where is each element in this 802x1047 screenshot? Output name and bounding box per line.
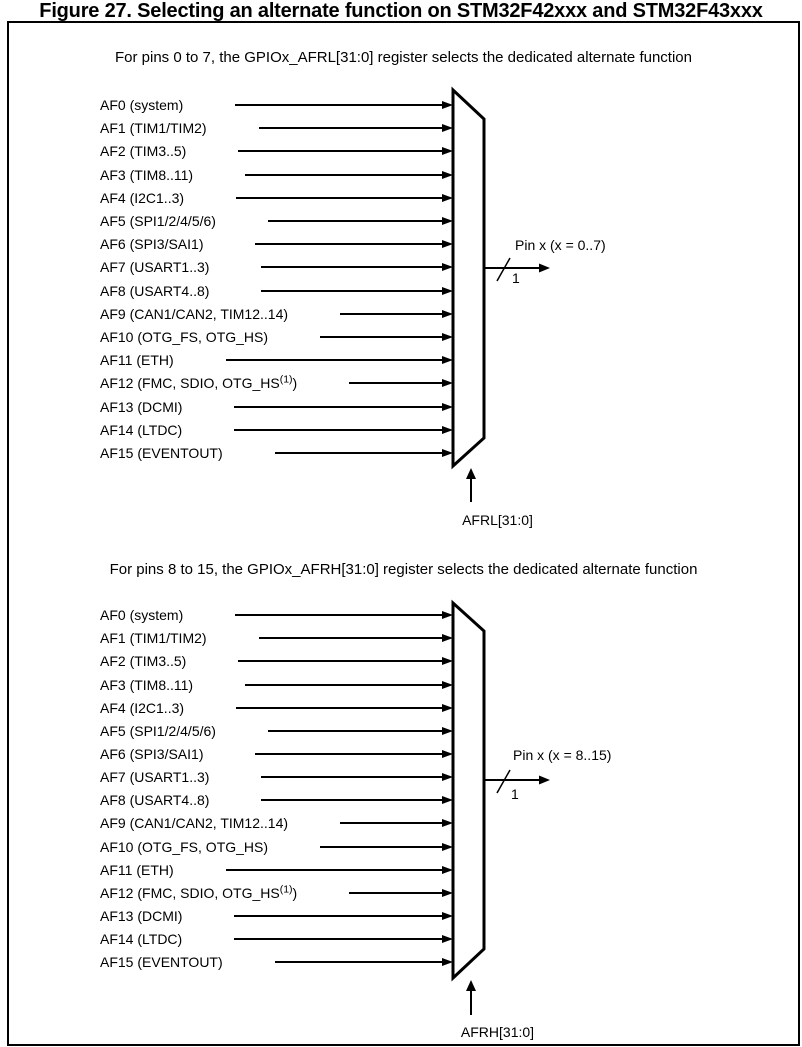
input-arrowhead-icon — [442, 819, 453, 827]
footnote-superscript: (1) — [279, 373, 293, 386]
input-label-text: AF8 (USART4..8) — [100, 792, 210, 809]
input-row-af1 — [100, 627, 453, 650]
footnote-superscript: (1) — [279, 883, 293, 896]
input-wire — [238, 660, 442, 662]
input-row-af3 — [100, 673, 453, 696]
input-label-text: AF2 (TIM3..5) — [100, 653, 187, 670]
input-label-text: AF6 (SPI3/SAI1) — [100, 236, 204, 253]
input-label-text: AF2 (TIM3..5) — [100, 143, 187, 160]
input-arrowhead-icon — [442, 634, 453, 642]
input-label-text: AF3 (TIM8..11) — [100, 676, 194, 693]
input-label-text: AF0 (system) — [100, 607, 184, 623]
input-wire — [255, 753, 442, 755]
input-label-text: AF1 (TIM1/TIM2) — [100, 630, 207, 647]
input-label — [100, 863, 174, 877]
input-label-text: AF12 (FMC, SDIO, OTG_HS — [100, 375, 280, 392]
afrl-register-label: AFRL[31:0] — [462, 512, 533, 528]
input-wire — [261, 776, 442, 778]
afrh-register-label: AFRH[31:0] — [460, 1024, 535, 1040]
input-row-af15 — [100, 951, 453, 974]
input-label — [100, 608, 183, 622]
input-wire — [226, 869, 442, 871]
input-label-tail: ) — [292, 375, 298, 392]
input-arrowhead-icon — [442, 866, 453, 874]
input-row-af14 — [100, 928, 453, 951]
input-label — [100, 701, 184, 715]
input-arrowhead-icon — [442, 681, 453, 689]
input-row-af12 — [100, 881, 453, 904]
input-arrowhead-icon — [442, 889, 453, 897]
afrh-section-caption: For pins 8 to 15, the GPIOx_AFRH[31:0] register selects the dedicated alternate function — [109, 561, 698, 578]
input-label-text: AF3 (TIM8..11) — [100, 166, 194, 183]
input-label — [100, 631, 207, 645]
input-arrowhead-icon — [442, 750, 453, 758]
input-wire — [268, 730, 442, 732]
input-arrowhead-icon — [442, 912, 453, 920]
input-label — [100, 770, 209, 784]
input-row-af8 — [100, 789, 453, 812]
input-arrowhead-icon — [442, 773, 453, 781]
input-wire — [234, 915, 442, 917]
input-label-text: AF4 (I2C1..3) — [100, 699, 185, 716]
input-label-text: AF13 (DCMI) — [100, 398, 183, 415]
afrh-output-pin-label: Pin x (x = 8..15) — [513, 747, 612, 763]
input-arrowhead-icon — [442, 727, 453, 735]
input-row-af11 — [100, 858, 453, 881]
input-label-text: AF7 (USART1..3) — [100, 259, 210, 276]
input-label-tail: ) — [292, 884, 298, 901]
input-arrowhead-icon — [442, 958, 453, 966]
input-label-text: AF11 (ETH) — [100, 861, 174, 878]
input-label-text: AF9 (CAN1/CAN2, TIM12..14) — [100, 305, 289, 322]
input-label-text: AF9 (CAN1/CAN2, TIM12..14) — [100, 815, 289, 832]
input-label-text: AF14 (LTDC) — [100, 931, 183, 948]
input-wire — [349, 892, 442, 894]
input-arrowhead-icon — [442, 796, 453, 804]
input-label — [100, 724, 216, 738]
input-label-text: AF15 (EVENTOUT) — [100, 954, 223, 971]
input-arrowhead-icon — [442, 704, 453, 712]
input-row-af7 — [100, 766, 453, 789]
input-row-af0 — [100, 604, 453, 627]
input-wire — [340, 822, 442, 824]
input-row-af4 — [100, 696, 453, 719]
input-label-text: AF4 (I2C1..3) — [100, 189, 185, 206]
input-label — [100, 883, 298, 901]
input-label-text: AF5 (SPI1/2/4/5/6) — [100, 213, 216, 229]
input-arrowhead-icon — [442, 843, 453, 851]
input-wire — [235, 614, 442, 616]
input-row-af6 — [100, 742, 453, 765]
input-wire — [275, 961, 442, 963]
input-label — [100, 909, 182, 923]
input-row-af2 — [100, 650, 453, 673]
afrl-section-caption: For pins 0 to 7, the GPIOx_AFRL[31:0] register selects the dedicated alternate function — [115, 49, 692, 66]
input-label — [100, 932, 182, 946]
input-wire — [261, 799, 442, 801]
figure-title: Figure 27. Selecting an alternate function on STM32F42xxx and STM32F43xxx — [39, 0, 763, 22]
input-wire — [236, 707, 442, 709]
input-label-text: AF14 (LTDC) — [100, 421, 183, 438]
input-row-af9 — [100, 812, 453, 835]
input-label — [100, 955, 223, 969]
input-label — [100, 654, 186, 668]
afrl-output-pin-label: Pin x (x = 0..7) — [515, 237, 606, 253]
input-label — [100, 747, 203, 761]
input-label — [100, 816, 288, 830]
input-label-text: AF13 (DCMI) — [100, 908, 183, 924]
input-label-text: AF10 (OTG_FS, OTG_HS) — [100, 838, 269, 855]
input-label — [100, 793, 209, 807]
input-row-af13 — [100, 905, 453, 928]
input-label-text: AF10 (OTG_FS, OTG_HS) — [100, 329, 269, 345]
input-label — [100, 678, 193, 692]
input-wire — [245, 684, 442, 686]
input-row-af5 — [100, 719, 453, 742]
afrh-bus-width-label: 1 — [511, 786, 519, 802]
input-arrowhead-icon — [442, 657, 453, 665]
input-label-text: AF5 (SPI1/2/4/5/6) — [100, 722, 216, 739]
input-label-text: AF11 (ETH) — [100, 352, 174, 369]
input-row-af10 — [100, 835, 453, 858]
input-arrowhead-icon — [442, 611, 453, 619]
input-label-text: AF6 (SPI3/SAI1) — [100, 745, 204, 762]
afrl-bus-width-label: 1 — [512, 270, 520, 286]
input-wire — [320, 846, 442, 848]
input-wire — [259, 637, 442, 639]
input-label — [100, 840, 268, 854]
input-label-text: AF1 (TIM1/TIM2) — [100, 120, 207, 137]
input-label-text: AF8 (USART4..8) — [100, 282, 210, 299]
input-arrowhead-icon — [442, 935, 453, 943]
input-label-text: AF15 (EVENTOUT) — [100, 445, 223, 461]
input-label-text: AF7 (USART1..3) — [100, 769, 210, 785]
input-label-text: AF0 (system) — [100, 97, 184, 113]
input-label-text: AF12 (FMC, SDIO, OTG_HS — [100, 884, 280, 901]
input-wire — [234, 938, 442, 940]
